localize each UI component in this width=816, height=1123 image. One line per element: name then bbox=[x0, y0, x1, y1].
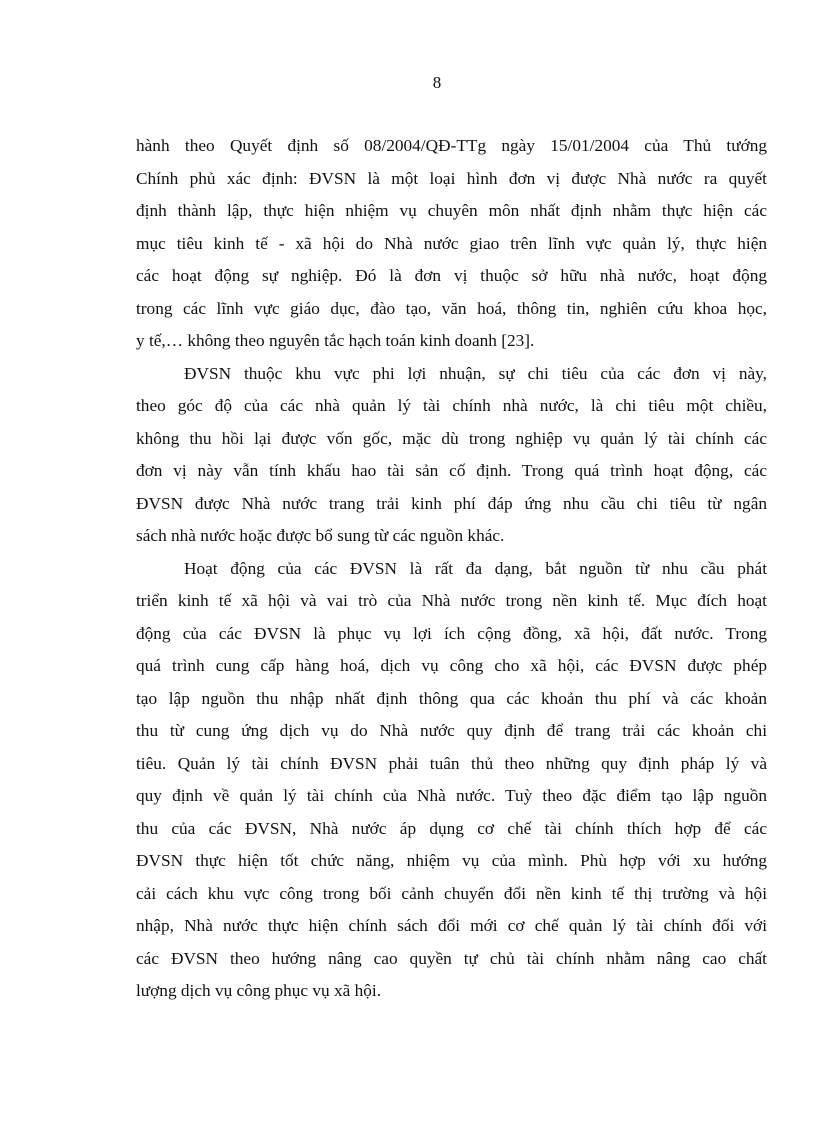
text-line: hành theo Quyết định số 08/2004/QĐ-TTg ngày 15/01/2004 của Thủ tướng bbox=[136, 136, 767, 155]
text-line: các hoạt động sự nghiệp. Đó là đơn vị thuộc sở hữu nhà nước, hoạt động bbox=[136, 266, 767, 285]
text-line: định thành lập, thực hiện nhiệm vụ chuyên môn nhất định nhằm thực hiện các bbox=[136, 201, 767, 220]
text-line: cải cách khu vực công trong bối cảnh chuyển đổi nền kinh tế thị trường và hội bbox=[136, 883, 767, 903]
text-line: không thu hồi lại được vốn gốc, mặc dù trong nghiệp vụ quản lý tài chính các bbox=[136, 428, 767, 448]
text-line: quy định về quản lý tài chính của Nhà nước. Tuỳ theo đặc điểm tạo lập nguồn bbox=[136, 786, 767, 805]
text-line: đơn vị này vẫn tính khấu hao tài sản cố định. Trong quá trình hoạt động, các bbox=[136, 461, 767, 480]
text-line: tiêu. Quản lý tài chính ĐVSN phải tuân thủ theo những quy định pháp lý và bbox=[136, 753, 767, 773]
text-line: các ĐVSN theo hướng nâng cao quyền tự chủ tài chính nhằm nâng cao chất bbox=[136, 948, 767, 968]
page-number: 8 bbox=[432, 73, 442, 92]
text-line: mục tiêu kinh tế - xã hội do Nhà nước giao trên lĩnh vực quản lý, thực hiện bbox=[136, 233, 767, 253]
text-line: ĐVSN thực hiện tốt chức năng, nhiệm vụ của mình. Phù hợp với xu hướng bbox=[136, 851, 767, 870]
text-line: Chính phủ xác định: ĐVSN là một loại hình đơn vị được Nhà nước ra quyết bbox=[136, 168, 767, 188]
text-line: thu của các ĐVSN, Nhà nước áp dụng cơ chế tài chính thích hợp để các bbox=[136, 818, 767, 838]
text-line: ĐVSN được Nhà nước trang trải kinh phí đáp ứng nhu cầu chi tiêu từ ngân bbox=[136, 493, 767, 513]
text-line: trong các lĩnh vực giáo dục, đào tạo, văn hoá, thông tin, nghiên cứu khoa học, bbox=[136, 298, 767, 318]
text-line: triển kinh tế xã hội và vai trò của Nhà nước trong nền kinh tế. Mục đích hoạt bbox=[136, 591, 767, 610]
paragraph-1 bbox=[136, 130, 767, 358]
text-line: Hoạt động của các ĐVSN là rất đa dạng, bắt nguồn từ nhu cầu phát bbox=[184, 558, 767, 578]
body-text bbox=[136, 130, 767, 1008]
text-line: nhập, Nhà nước thực hiện chính sách đổi mới cơ chế quản lý tài chính đối với bbox=[136, 916, 767, 935]
text-line: theo góc độ của các nhà quản lý tài chính nhà nước, là chi tiêu một chiều, bbox=[136, 396, 767, 415]
text-line: sách nhà nước hoặc được bổ sung từ các nguồn khác. bbox=[136, 526, 505, 545]
text-line: ĐVSN thuộc khu vực phi lợi nhuận, sự chi tiêu của các đơn vị này, bbox=[184, 363, 767, 383]
text-line: tạo lập nguồn thu nhập nhất định thông qua các khoản thu phí và các khoản bbox=[136, 688, 767, 708]
text-line: động của các ĐVSN là phục vụ lợi ích cộng đồng, xã hội, đất nước. Trong bbox=[136, 623, 767, 643]
text-line: lượng dịch vụ công phục vụ xã hội. bbox=[136, 981, 382, 1000]
paragraph-2 bbox=[136, 358, 767, 553]
paragraph-3 bbox=[136, 553, 767, 1008]
text-line: y tế,… không theo nguyên tắc hạch toán kinh doanh [23]. bbox=[136, 331, 535, 350]
text-line: quá trình cung cấp hàng hoá, dịch vụ công cho xã hội, các ĐVSN được phép bbox=[136, 656, 767, 675]
text-line: thu từ cung ứng dịch vụ do Nhà nước quy định để trang trải các khoản chi bbox=[136, 721, 767, 740]
